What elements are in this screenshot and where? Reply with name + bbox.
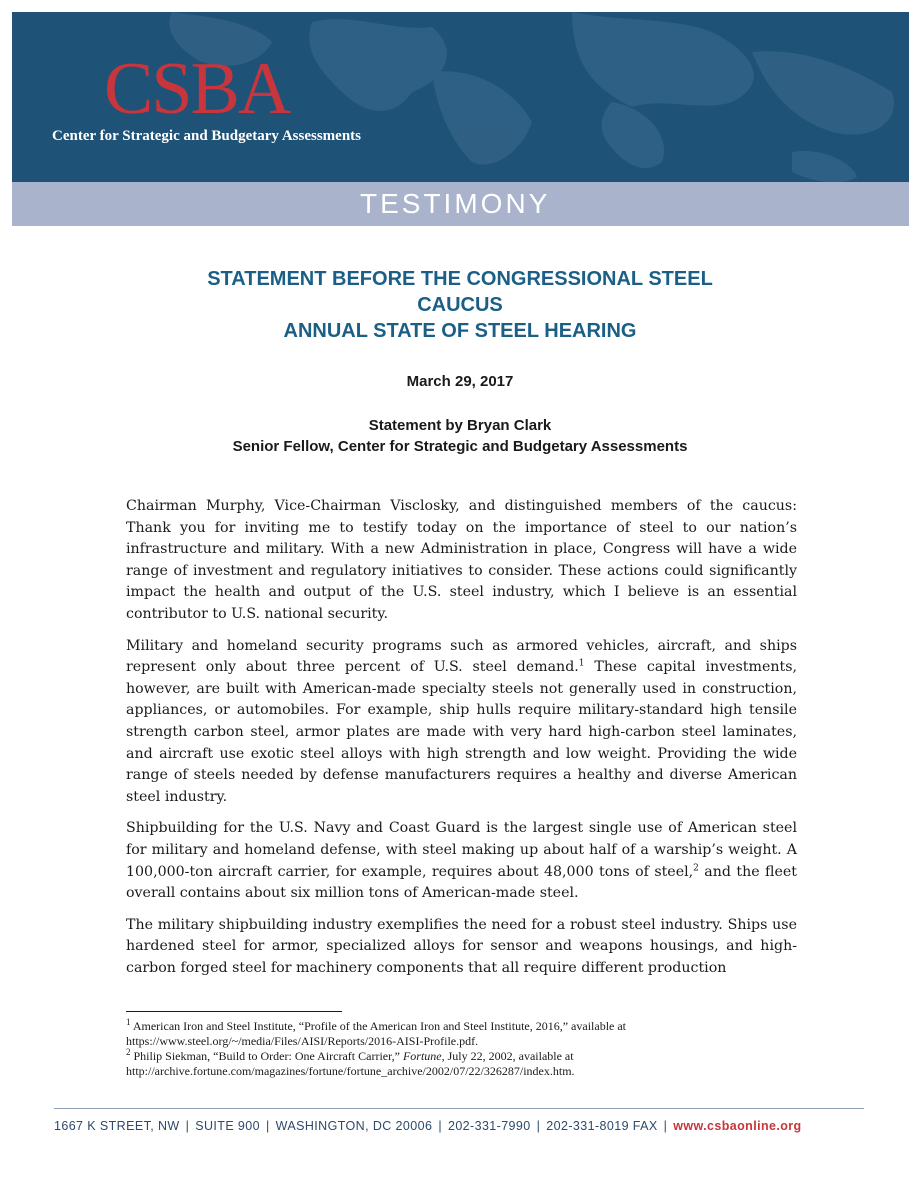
- paragraph: Chairman Murphy, Vice-Chairman Visclosky, and distinguished members of the caucus: Thank you for inviting me to testify today on the importance of steel to our nation’s infrastructure and military. With a new Administration in place, Congress will have a wide range of investment and regulatory initiatives to consider. These actions could significantly impact the health and output of the U.S. steel industry, which I believe is an essential contributor to U.S. national security.: [126, 498, 797, 622]
- footer-separator: |: [536, 1119, 541, 1133]
- paragraph-text: These capital investments, however, are built with American-made specialty steels not generally used in construction, appliances, or automobiles. For example, ship hulls require military-standard high tensile strength carbon steel, armor plates are made with very hard high-carbon steel laminates, and aircraft use exotic steel alloys with high strength and low weight. Providing the wide range of steels needed by defense manufacturers requires a healthy and diverse American steel industry.: [126, 659, 797, 805]
- website-link[interactable]: www.csbaonline.org: [673, 1119, 802, 1133]
- title-line: ANNUAL STATE OF STEEL HEARING: [283, 320, 637, 342]
- footnote-number: 1: [126, 1017, 131, 1027]
- paragraph-text: and the fleet overall contains about six million tons of American-made steel.: [126, 863, 797, 902]
- footer-city: WASHINGTON, DC 20006: [275, 1119, 433, 1133]
- document-body: [126, 496, 797, 989]
- footer-phone: 202-331-7990: [447, 1119, 531, 1133]
- paragraph-text: Military and homeland security programs such as armored vehicles, aircraft, and ships represent only about three percent of U.S. steel demand.: [126, 637, 797, 676]
- footnote: [126, 1049, 806, 1079]
- footnote-number: 2: [126, 1047, 131, 1057]
- title-line: CAUCUS: [417, 294, 503, 316]
- footer-separator: |: [663, 1119, 668, 1133]
- footnote-publication: Fortune: [402, 1049, 442, 1063]
- paragraph: [126, 818, 797, 904]
- footer-street: 1667 K STREET, NW: [54, 1119, 180, 1133]
- footer-suite: SUITE 900: [195, 1119, 260, 1133]
- header-banner: [12, 12, 909, 226]
- banner-label: TESTIMONY: [360, 188, 551, 219]
- title-line: STATEMENT BEFORE THE CONGRESSIONAL STEEL: [207, 268, 713, 290]
- footnote-divider: [126, 1011, 342, 1012]
- footer-address: [54, 1119, 864, 1133]
- footnote-text: Philip Siekman, “Build to Order: One Aircraft Carrier,”: [133, 1049, 403, 1063]
- footer-separator: |: [185, 1119, 190, 1133]
- paragraph: [126, 636, 797, 809]
- csba-logo: CSBA: [104, 48, 290, 130]
- footnote-ref[interactable]: 2: [693, 862, 699, 873]
- document-title: [130, 266, 790, 344]
- footer-fax: 202-331-8019 FAX: [546, 1119, 658, 1133]
- author-role: Senior Fellow, Center for Strategic and Budgetary Assessments: [232, 438, 688, 455]
- footnotes: [126, 1019, 806, 1079]
- footnote-ref[interactable]: 1: [578, 658, 585, 669]
- footer-separator: |: [438, 1119, 442, 1133]
- footnote-text: American Iron and Steel Institute, “Profile of the American Iron and Steel Institute, 2016,” available at https://www.steel.org/~/media/Files/AISI/Reports/2016-AISI-Profile.pdf.: [126, 1019, 627, 1048]
- footnote: [126, 1019, 806, 1049]
- paragraph-text: Shipbuilding for the U.S. Navy and Coast Guard is the largest single use of American steel for military and homeland defense, with steel making up about half of a warship’s weight. A 100,000-ton aircraft carrier, for example, requires about 48,000 tons of steel,: [126, 820, 797, 880]
- footer-separator: |: [266, 1119, 270, 1133]
- hearing-date: March 29, 2017: [406, 373, 514, 390]
- author-name: Statement by Bryan Clark: [368, 417, 552, 434]
- paragraph: The military shipbuilding industry exemplifies the need for a robust steel industry. Ships use hardened steel for armor, specialized alloys for sensor and weapons housings, and high-carbon forged steel for machinery components that all require different production: [126, 916, 797, 976]
- footnote-text: , July 22, 2002, available at http://archive.fortune.com/magazines/fortune/fortune_archive/2002/07/22/326287/index.htm.: [126, 1049, 575, 1078]
- logo-subtitle: Center for Strategic and Budgetary Assessments: [52, 128, 362, 144]
- byline: [130, 415, 790, 457]
- footer-divider: [54, 1108, 864, 1109]
